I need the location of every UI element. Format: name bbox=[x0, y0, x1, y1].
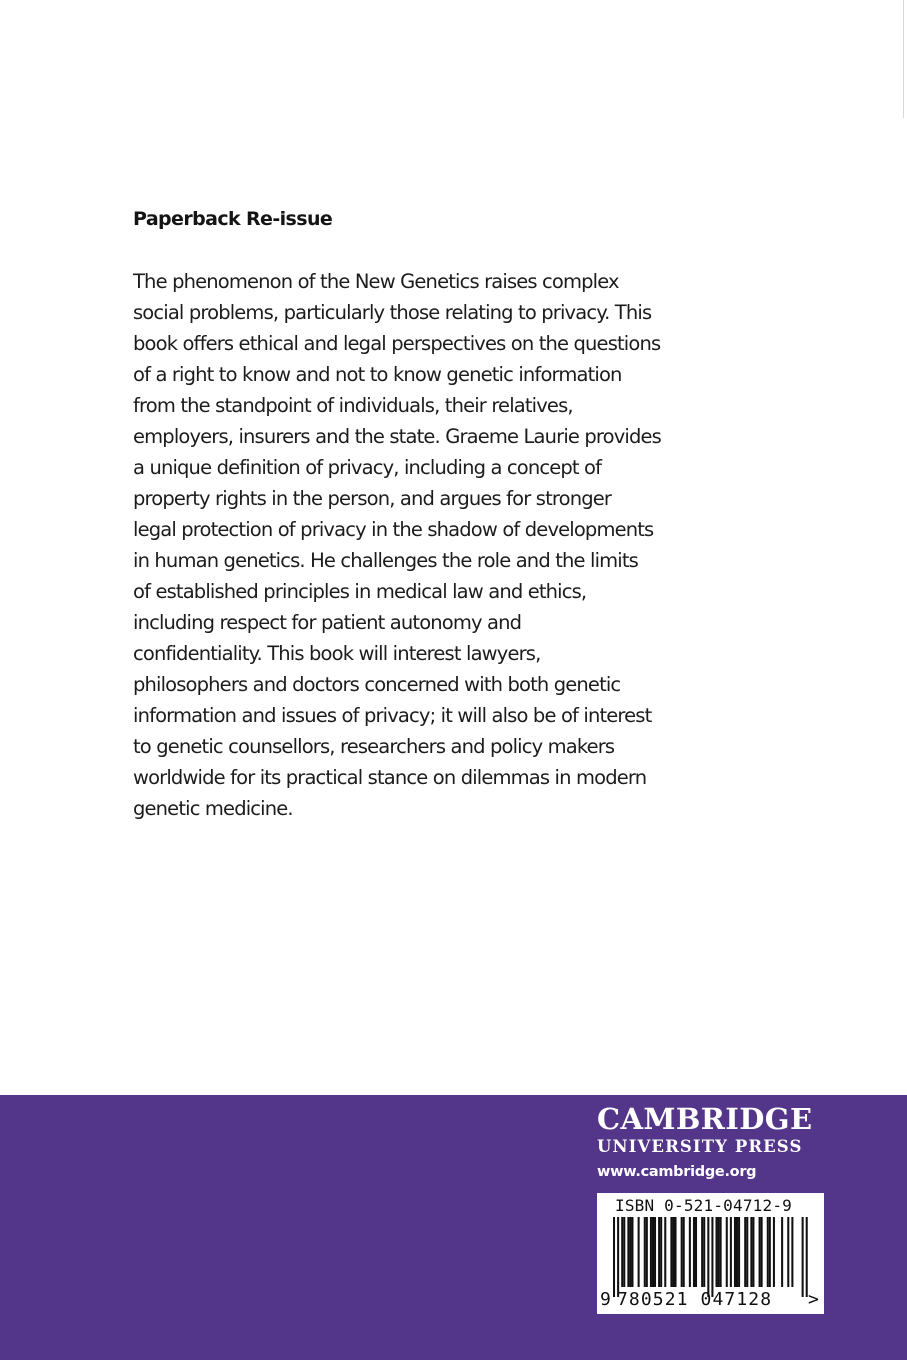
barcode-bar bbox=[773, 1217, 775, 1287]
blurb-line: legal protection of privacy in the shadow of developments bbox=[133, 518, 654, 541]
barcode-bar bbox=[726, 1217, 728, 1287]
barcode-bar bbox=[644, 1217, 646, 1287]
barcode-bar bbox=[695, 1217, 697, 1287]
ean-digits: 780521 047128 bbox=[617, 1289, 773, 1310]
barcode-bar bbox=[750, 1217, 752, 1287]
barcode-bar bbox=[623, 1217, 625, 1287]
blurb-text bbox=[133, 266, 661, 824]
blurb-line: in human genetics. He challenges the role and the limits bbox=[133, 549, 638, 572]
ean-arrow: > bbox=[808, 1289, 819, 1310]
barcode-bar bbox=[716, 1217, 718, 1287]
barcode-bar bbox=[707, 1217, 709, 1297]
barcode-bar bbox=[734, 1217, 736, 1287]
barcode-bar bbox=[761, 1217, 763, 1287]
barcode-bar bbox=[670, 1217, 672, 1287]
barcode-bar bbox=[689, 1217, 691, 1287]
barcode-bar bbox=[617, 1217, 619, 1297]
barcode-bar bbox=[646, 1217, 648, 1287]
barcode-bar bbox=[654, 1217, 656, 1287]
barcode-bar bbox=[791, 1217, 793, 1287]
barcode-bar bbox=[638, 1217, 640, 1287]
barcode-bar bbox=[769, 1217, 771, 1287]
barcode-bar bbox=[683, 1217, 685, 1287]
barcode-bar bbox=[703, 1217, 705, 1287]
barcode-bar bbox=[746, 1217, 748, 1287]
barcode-bar bbox=[759, 1217, 761, 1287]
publisher-subtitle: UNIVERSITY PRESS bbox=[597, 1137, 803, 1156]
blurb-line: confidentiality. This book will interest lawyers, bbox=[133, 642, 541, 665]
section-heading: Paperback Re-issue bbox=[133, 208, 333, 230]
barcode-bar bbox=[701, 1217, 703, 1287]
barcode-bar bbox=[767, 1217, 769, 1287]
blurb-line: a unique definition of privacy, including a concept of bbox=[133, 456, 602, 479]
blurb-line: genetic medicine. bbox=[133, 797, 293, 820]
blurb-line: employers, insurers and the state. Graeme Laurie provides bbox=[133, 425, 661, 448]
blurb-line: of established principles in medical law and ethics, bbox=[133, 580, 587, 603]
blurb-line: of a right to know and not to know genetic information bbox=[133, 363, 622, 386]
barcode-box bbox=[597, 1193, 824, 1314]
isbn-label: ISBN 0-521-04712-9 bbox=[615, 1196, 792, 1215]
blurb-line: to genetic counsellors, researchers and policy makers bbox=[133, 735, 615, 758]
publisher-url: www.cambridge.org bbox=[597, 1164, 757, 1180]
barcode-bar bbox=[621, 1217, 623, 1287]
blurb-line: property rights in the person, and argues for stronger bbox=[133, 487, 612, 510]
barcode-bar bbox=[736, 1217, 738, 1287]
barcode-bar bbox=[711, 1217, 713, 1297]
publisher-name: CAMBRIDGE bbox=[597, 1102, 813, 1136]
publisher-logo bbox=[597, 1103, 827, 1180]
barcode-bar bbox=[658, 1217, 660, 1287]
barcode-bar bbox=[672, 1217, 674, 1287]
barcode-bar bbox=[781, 1217, 783, 1287]
barcode-bar bbox=[660, 1217, 662, 1287]
barcode-bar bbox=[744, 1217, 746, 1287]
barcode-bar bbox=[613, 1217, 615, 1297]
blurb-line: information and issues of privacy; it will also be of interest bbox=[133, 704, 652, 727]
barcode-bar bbox=[718, 1217, 720, 1287]
blurb-line: including respect for patient autonomy and bbox=[133, 611, 522, 634]
barcode-bar bbox=[664, 1217, 666, 1287]
barcode-bar bbox=[631, 1217, 633, 1287]
barcode-bar bbox=[787, 1217, 789, 1287]
blurb-line: worldwide for its practical stance on dilemmas in modern bbox=[133, 766, 647, 789]
barcode-bar bbox=[629, 1217, 631, 1287]
barcode-bar bbox=[738, 1217, 740, 1287]
barcode-bar bbox=[627, 1217, 629, 1287]
barcode-bar bbox=[806, 1217, 808, 1297]
blurb-line: from the standpoint of individuals, their relatives, bbox=[133, 394, 573, 417]
blurb-line: philosophers and doctors concerned with both genetic bbox=[133, 673, 621, 696]
edge-mark bbox=[903, 0, 904, 118]
barcode-bar bbox=[730, 1217, 732, 1287]
barcode-bar bbox=[802, 1217, 804, 1297]
barcode-bar bbox=[675, 1217, 677, 1287]
blurb-line: social problems, particularly those relating to privacy. This bbox=[133, 301, 652, 324]
blurb-line: The phenomenon of the New Genetics raises complex bbox=[133, 270, 619, 293]
blurb-line: book offers ethical and legal perspectives on the questions bbox=[133, 332, 661, 355]
ean-first-digit: 9 bbox=[600, 1289, 611, 1310]
barcode-bar bbox=[681, 1217, 683, 1287]
barcode-bar bbox=[752, 1217, 754, 1287]
barcode-bar bbox=[693, 1217, 695, 1287]
barcode-bar bbox=[650, 1217, 652, 1287]
barcode-bar bbox=[720, 1217, 722, 1287]
barcode-bar bbox=[652, 1217, 654, 1287]
